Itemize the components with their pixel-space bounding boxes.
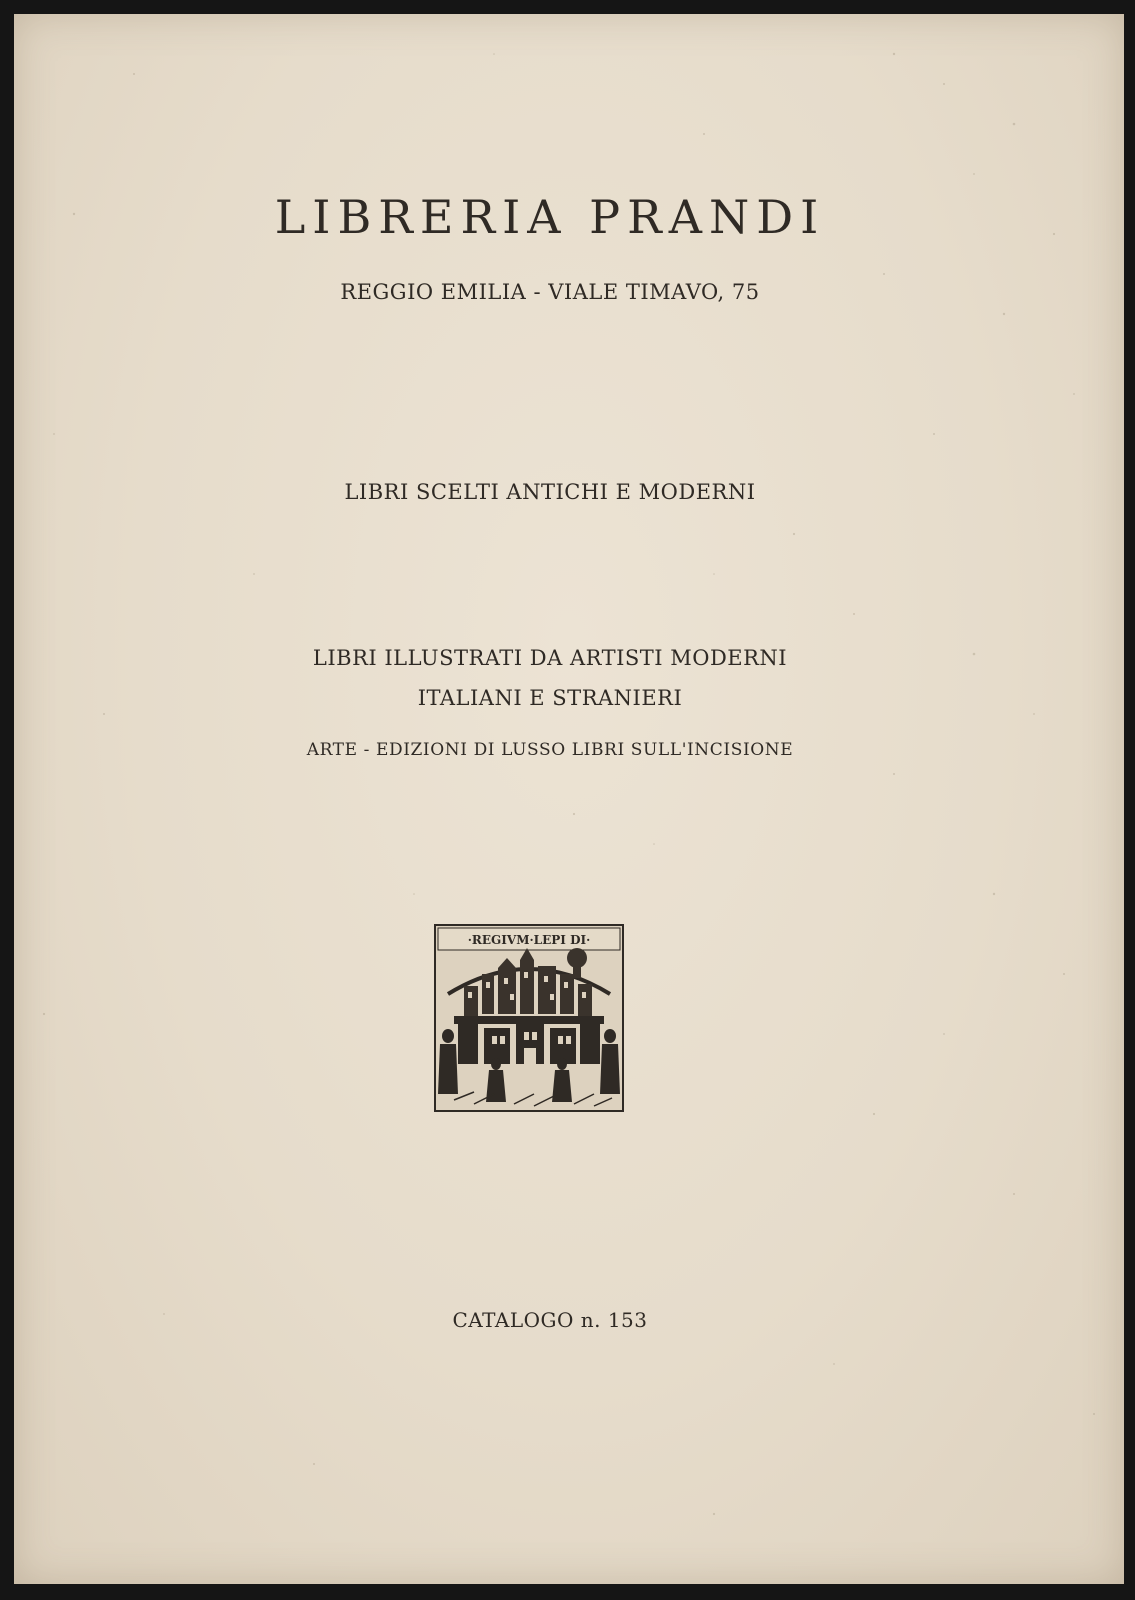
catalog-topics: ARTE - EDIZIONI DI LUSSO LIBRI SULL'INCISIONE bbox=[306, 740, 794, 760]
paper-speckle-texture bbox=[14, 14, 1124, 1584]
woodcut-city-emblem bbox=[434, 924, 624, 1112]
catalog-cover bbox=[14, 14, 1124, 1584]
bookshop-title: LIBRERIA PRANDI bbox=[274, 190, 826, 244]
illustrated-books-line-2: ITALIANI E STRANIERI bbox=[417, 686, 683, 710]
catalog-subtitle: LIBRI SCELTI ANTICHI E MODERNI bbox=[344, 480, 756, 504]
woodcut-caption: ·REGIVM·LEPI DI· bbox=[467, 933, 591, 947]
illustrated-books-line-1: LIBRI ILLUSTRATI DA ARTISTI MODERNI bbox=[312, 646, 788, 670]
bookshop-address: REGGIO EMILIA - VIALE TIMAVO, 75 bbox=[340, 280, 760, 304]
catalog-number: CATALOGO n. 153 bbox=[452, 1308, 648, 1332]
